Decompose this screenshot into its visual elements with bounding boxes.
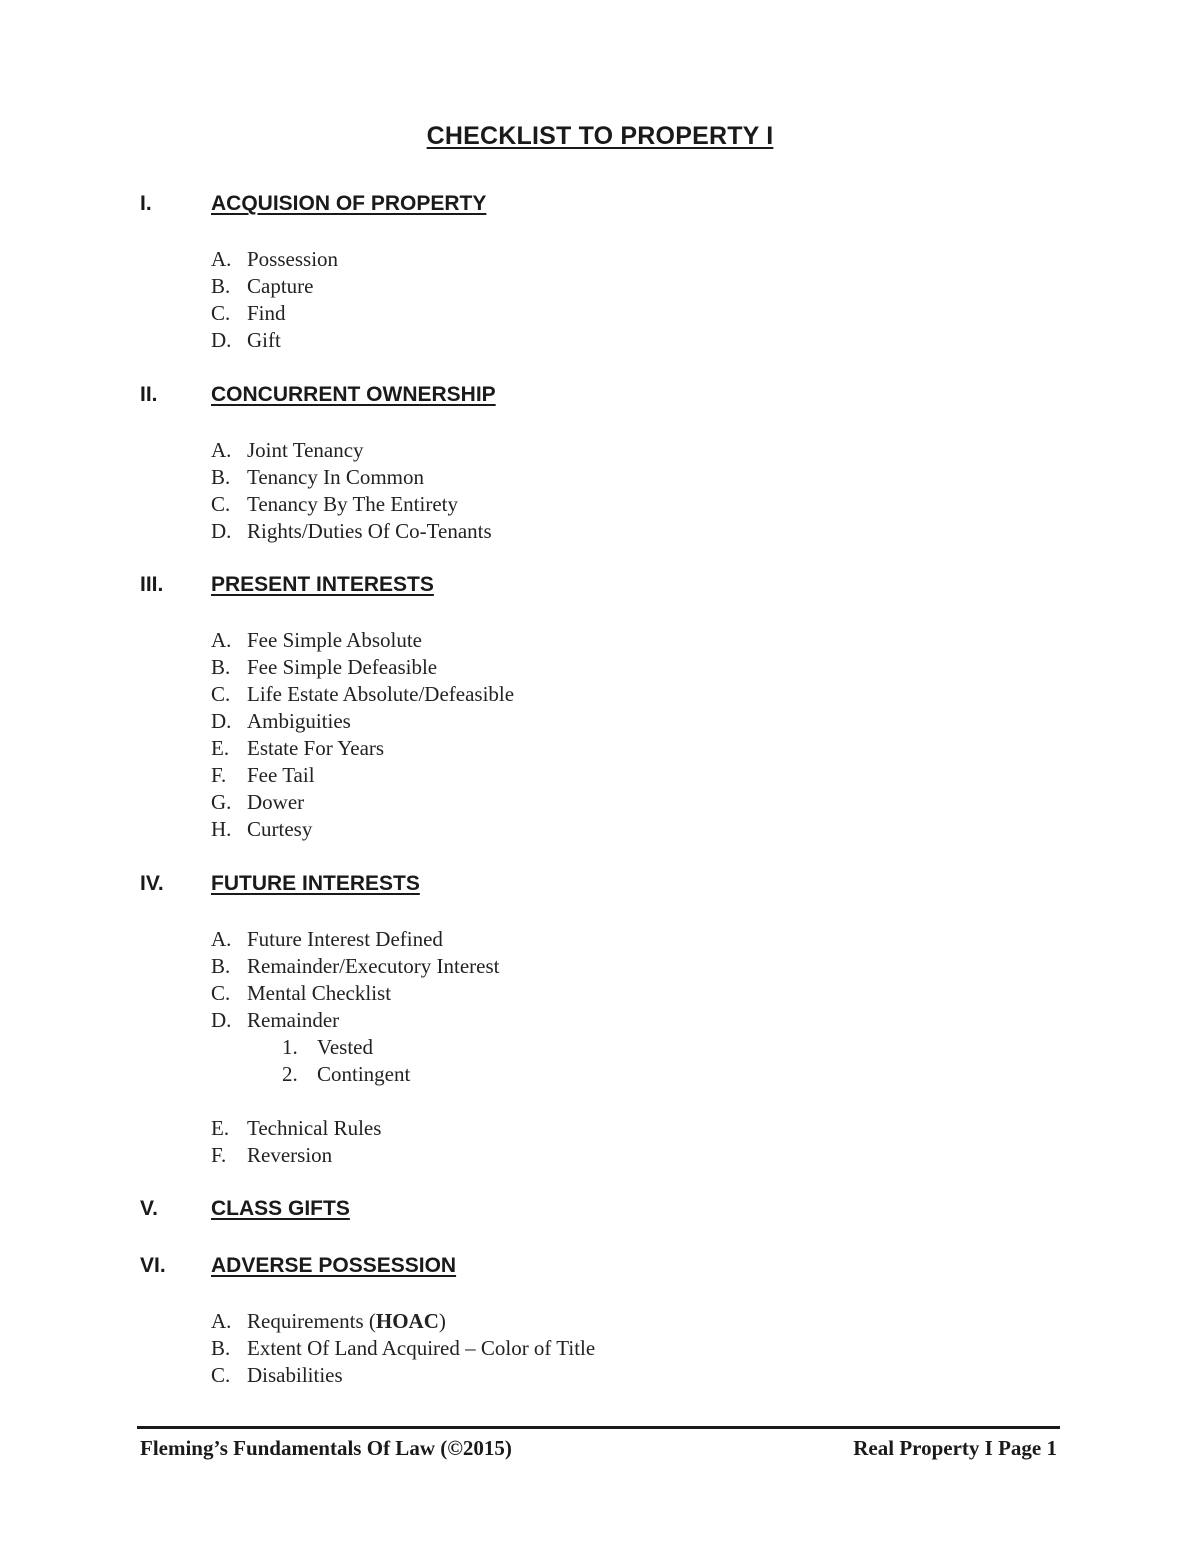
item-list: [0, 1308, 1200, 1389]
list-spacer: [0, 1088, 1200, 1115]
item-letter: B.: [211, 274, 231, 298]
list-item: [0, 327, 1200, 354]
item-letter: H.: [211, 817, 232, 841]
item-letter: E.: [211, 736, 230, 760]
item-letter: A.: [211, 247, 232, 271]
section-heading: [0, 383, 1200, 413]
item-text: Joint Tenancy: [247, 438, 364, 462]
list-item: [0, 816, 1200, 843]
item-letter: F.: [211, 763, 227, 787]
item-letter: D.: [211, 328, 232, 352]
item-letter: A.: [211, 628, 232, 652]
list-item: [0, 1115, 1200, 1142]
item-letter: D.: [211, 709, 232, 733]
item-text: Fee Simple Defeasible: [247, 655, 438, 679]
section-heading: [0, 872, 1200, 902]
list-item: [0, 681, 1200, 708]
item-letter: C.: [211, 682, 231, 706]
item-letter: C.: [211, 301, 231, 325]
list-item: [0, 246, 1200, 273]
item-letter: A.: [211, 438, 232, 462]
section-title: FUTURE INTERESTS: [211, 872, 420, 895]
section-heading: [0, 1254, 1200, 1284]
item-text: Capture: [247, 274, 314, 298]
footer-rule: [137, 1426, 1060, 1429]
list-item: [0, 300, 1200, 327]
list-item: [0, 1335, 1200, 1362]
item-text: Reversion: [247, 1143, 333, 1167]
list-item: [0, 654, 1200, 681]
item-list: [0, 437, 1200, 545]
list-item: [0, 789, 1200, 816]
item-letter: B.: [211, 655, 231, 679]
item-letter: A.: [211, 927, 232, 951]
section-heading: [0, 192, 1200, 222]
section-title: CONCURRENT OWNERSHIP: [211, 383, 496, 406]
item-text: Life Estate Absolute/Defeasible: [247, 682, 515, 706]
item-text: Estate For Years: [247, 736, 385, 760]
section-acquisition: [0, 192, 1200, 354]
item-list: [0, 926, 1200, 1169]
item-text: Mental Checklist: [247, 981, 392, 1005]
section-future-interests: [0, 872, 1200, 1169]
item-text: Gift: [247, 328, 281, 352]
section-heading: [0, 573, 1200, 603]
section-number: II.: [140, 383, 158, 406]
list-item: [0, 273, 1200, 300]
item-text: Ambiguities: [247, 709, 351, 733]
section-number: IV.: [140, 872, 164, 895]
list-item: [0, 980, 1200, 1007]
sub-item-text: Vested: [317, 1035, 373, 1059]
list-item: [0, 953, 1200, 980]
list-item: [0, 735, 1200, 762]
item-list: [0, 246, 1200, 354]
list-item: [0, 1308, 1200, 1335]
list-item: [0, 1007, 1200, 1034]
section-class-gifts: [0, 1197, 1200, 1227]
item-text-bold: HOAC: [375, 1309, 439, 1333]
list-item: [0, 518, 1200, 545]
section-number: V.: [140, 1197, 158, 1220]
item-letter: D.: [211, 519, 232, 543]
sub-item-text: Contingent: [317, 1062, 411, 1086]
list-item: [0, 1142, 1200, 1169]
item-letter: D.: [211, 1008, 232, 1032]
item-text: Find: [247, 301, 286, 325]
item-text: [247, 1308, 446, 1335]
item-letter: B.: [211, 1336, 231, 1360]
item-text: Possession: [247, 247, 339, 271]
sub-list-item: [0, 1061, 1200, 1088]
item-letter: B.: [211, 465, 231, 489]
section-title: PRESENT INTERESTS: [211, 573, 434, 596]
item-text: Extent Of Land Acquired – Color of Title: [247, 1336, 596, 1360]
item-text: Remainder/Executory Interest: [247, 954, 500, 978]
list-item: [0, 464, 1200, 491]
section-heading: [0, 1197, 1200, 1227]
item-text: Future Interest Defined: [247, 927, 443, 951]
item-text: Remainder: [247, 1008, 340, 1032]
item-letter: C.: [211, 492, 231, 516]
section-concurrent-ownership: [0, 383, 1200, 545]
item-letter: F.: [211, 1143, 227, 1167]
item-text: Dower: [247, 790, 305, 814]
item-letter: B.: [211, 954, 231, 978]
section-title: CLASS GIFTS: [211, 1197, 350, 1220]
list-item: [0, 627, 1200, 654]
item-text: Tenancy In Common: [247, 465, 424, 489]
item-text: Rights/Duties Of Co-Tenants: [247, 519, 492, 543]
list-item: [0, 762, 1200, 789]
item-letter: E.: [211, 1116, 230, 1140]
item-letter: C.: [211, 1363, 231, 1387]
footer-publisher: Fleming’s Fundamentals Of Law (©2015): [140, 1436, 512, 1460]
item-text: Tenancy By The Entirety: [247, 492, 458, 516]
list-item: [0, 926, 1200, 953]
list-item: [0, 437, 1200, 464]
sub-item-number: 2.: [282, 1062, 298, 1086]
section-number: VI.: [140, 1254, 166, 1277]
item-list: [0, 627, 1200, 843]
item-text: Technical Rules: [247, 1116, 382, 1140]
list-item: [0, 491, 1200, 518]
item-letter: C.: [211, 981, 231, 1005]
item-text: Curtesy: [247, 817, 313, 841]
section-number: I.: [140, 192, 152, 215]
sub-list-item: [0, 1034, 1200, 1061]
item-letter: G.: [211, 790, 232, 814]
list-item: [0, 708, 1200, 735]
item-letter: A.: [211, 1309, 232, 1333]
sub-item-number: 1.: [282, 1035, 298, 1059]
page-title: CHECKLIST TO PROPERTY I: [426, 122, 774, 150]
list-item: [0, 1362, 1200, 1389]
footer-page-label: Real Property I Page 1: [853, 1436, 1057, 1460]
section-adverse-possession: [0, 1254, 1200, 1389]
item-text: Disabilities: [247, 1363, 343, 1387]
item-text-suffix: ): [438, 1309, 446, 1333]
item-text: Fee Simple Absolute: [247, 628, 422, 652]
item-text: Fee Tail: [247, 763, 315, 787]
section-title: ADVERSE POSSESSION: [211, 1254, 457, 1277]
item-text-prefix: Requirements (: [247, 1309, 376, 1333]
section-present-interests: [0, 573, 1200, 843]
section-number: III.: [140, 573, 164, 596]
section-title: ACQUISION OF PROPERTY: [211, 192, 487, 215]
